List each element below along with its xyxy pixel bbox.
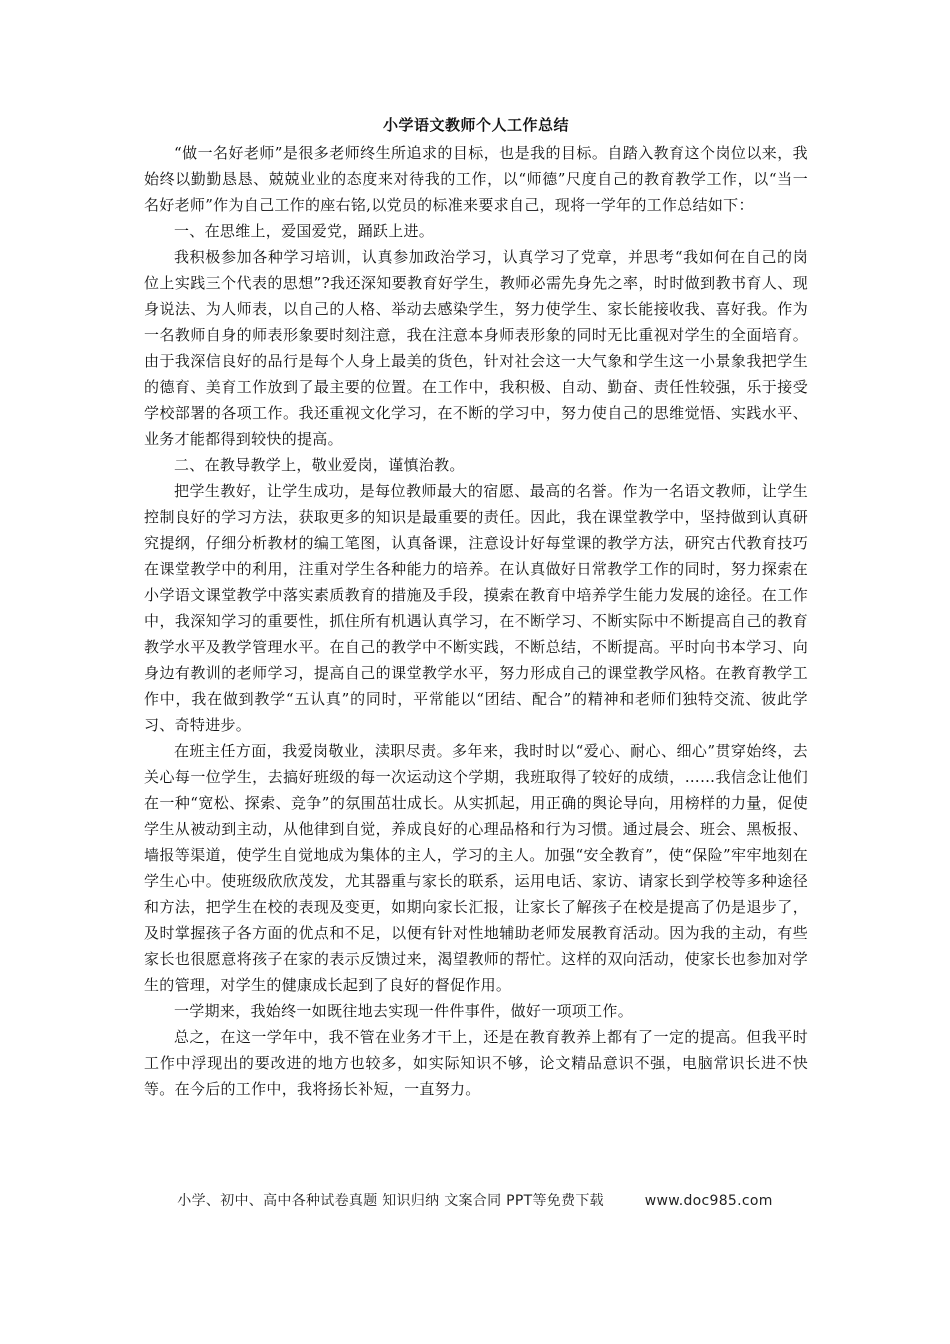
section-1-body: 我积极参加各种学习培训，认真参加政治学习，认真学习了党章，并思考“我如何在自己的岗位上实践三个代表的思想”?我还深知要教育好学生，教师必需先身先之率，时时做到教书育人、现身说法、为人师表，以自己的人格、举动去感染学生，努力使学生、家长能接收我、喜好我。作为一名教师自身的师表形象要时刻注意，我在注意本身师表形象的同时无比重视对学生的全面培育。由于我深信良好的品行是每个人身上最美的货色，针对社会这一大气象和学生这一小景象我把学生的德育、美育工作放到了最主要的位置。在工作中，我积极、自动、勤奋、责任性较强，乐于接受学校部署的各项工作。我还重视文化学习，在不断的学习中，努力使自己的思维觉悟、实践水平、业务才能都得到较快的提高。	[144, 248, 808, 448]
section-2-body: 把学生教好，让学生成功，是每位教师最大的宿愿、最高的名誉。作为一名语文教师，让学生控制良好的学习方法，获取更多的知识是最重要的责任。因此，我在课堂教学中，坚持做到认真研究提纲，仔细分析教材的编工笔图，认真备课，注意设计好每堂课的教学方法，研究古代教育技巧在课堂教学中的利用，注重对学生各种能力的培养。在认真做好日常教学工作的同时，努力探索在小学语文课堂教学中落实素质教育的措施及手段，摸索在教育中培养学生能力发展的途径。在工作中，我深知学习的重要性，抓住所有机遇认真学习，在不断学习、不断实际中不断提高自己的教育教学水平及教学管理水平。在自己的教学中不断实践，不断总结，不断提高。平时向书本学习、向身边有教训的老师学习，提高自己的课堂教学水平，努力形成自己的课堂教学风格。在教育教学工作中，我在做到教学“五认真”的同时，平常能以“团结、配合”的精神和老师们独特交流、彼此学习、奇特进步。	[144, 482, 808, 734]
page-footer	[0, 1190, 950, 1210]
intro-paragraph: “做一名好老师”是很多老师终生所追求的目标，也是我的目标。自踏入教育这个岗位以来，我始终以勤勤恳恳、兢兢业业的态度来对待我的工作，以“师德”尺度自己的教育教学工作，以“当一名好老师”作为自己工作的座右铭,以党员的标准来要求自己，现将一学年的工作总结如下：	[144, 144, 808, 214]
footer-url[interactable]: www.doc985.com	[644, 1193, 773, 1209]
semester-paragraph: 一学期来，我始终一如既往地去实现一件件事件，做好一项项工作。	[174, 1002, 634, 1020]
document-page	[144, 112, 808, 1102]
section-heading-1: 一、在思维上，爱国爱党，踊跃上进。	[174, 222, 435, 240]
section-heading-2: 二、在教导教学上，敬业爱岗，谨慎治教。	[174, 456, 465, 474]
class-teacher-paragraph: 在班主任方面，我爱岗敬业，渎职尽责。多年来，我时时以“爱心、耐心、细心”贯穿始终，去关心每一位学生，去搞好班级的每一次运动这个学期，我班取得了较好的成绩，……我信念让他们在一种“宽松、探索、竞争”的氛围茁壮成长。从实抓起，用正确的舆论导向，用榜样的力量，促使学生从被动到主动，从他律到自觉，养成良好的心理品格和行为习惯。通过晨会、班会、黑板报、墙报等渠道，使学生自觉地成为集体的主人，学习的主人。加强“安全教育”，使“保险”牢牢地刻在学生心中。使班级欣欣茂发，尤其器重与家长的联系，运用电话、家访、请家长到学校等多种途径和方法，把学生在校的表现及变更，如期向家长汇报，让家长了解孩子在校是提高了仍是退步了，及时掌握孩子各方面的优点和不足，以便有针对性地辅助老师发展教育活动。因为我的主动，有些家长也很愿意将孩子在家的表示反馈过来，渴望教师的帮忙。这样的双向活动，使家长也参加对学生的管理，对学生的健康成长起到了良好的督促作用。	[144, 742, 808, 994]
conclusion-paragraph: 总之，在这一学年中，我不管在业务才干上，还是在教育教养上都有了一定的提高。但我平时工作中浮现出的要改进的地方也较多，如实际知识不够，论文精品意识不强，电脑常识长进不快等。在今后的工作中，我将扬长补短，一直努力。	[144, 1028, 808, 1098]
footer-text: 小学、初中、高中各种试卷真题 知识归纳 文案合同 PPT等免费下载	[177, 1193, 604, 1209]
document-title: 小学语文教师个人工作总结	[382, 116, 569, 134]
